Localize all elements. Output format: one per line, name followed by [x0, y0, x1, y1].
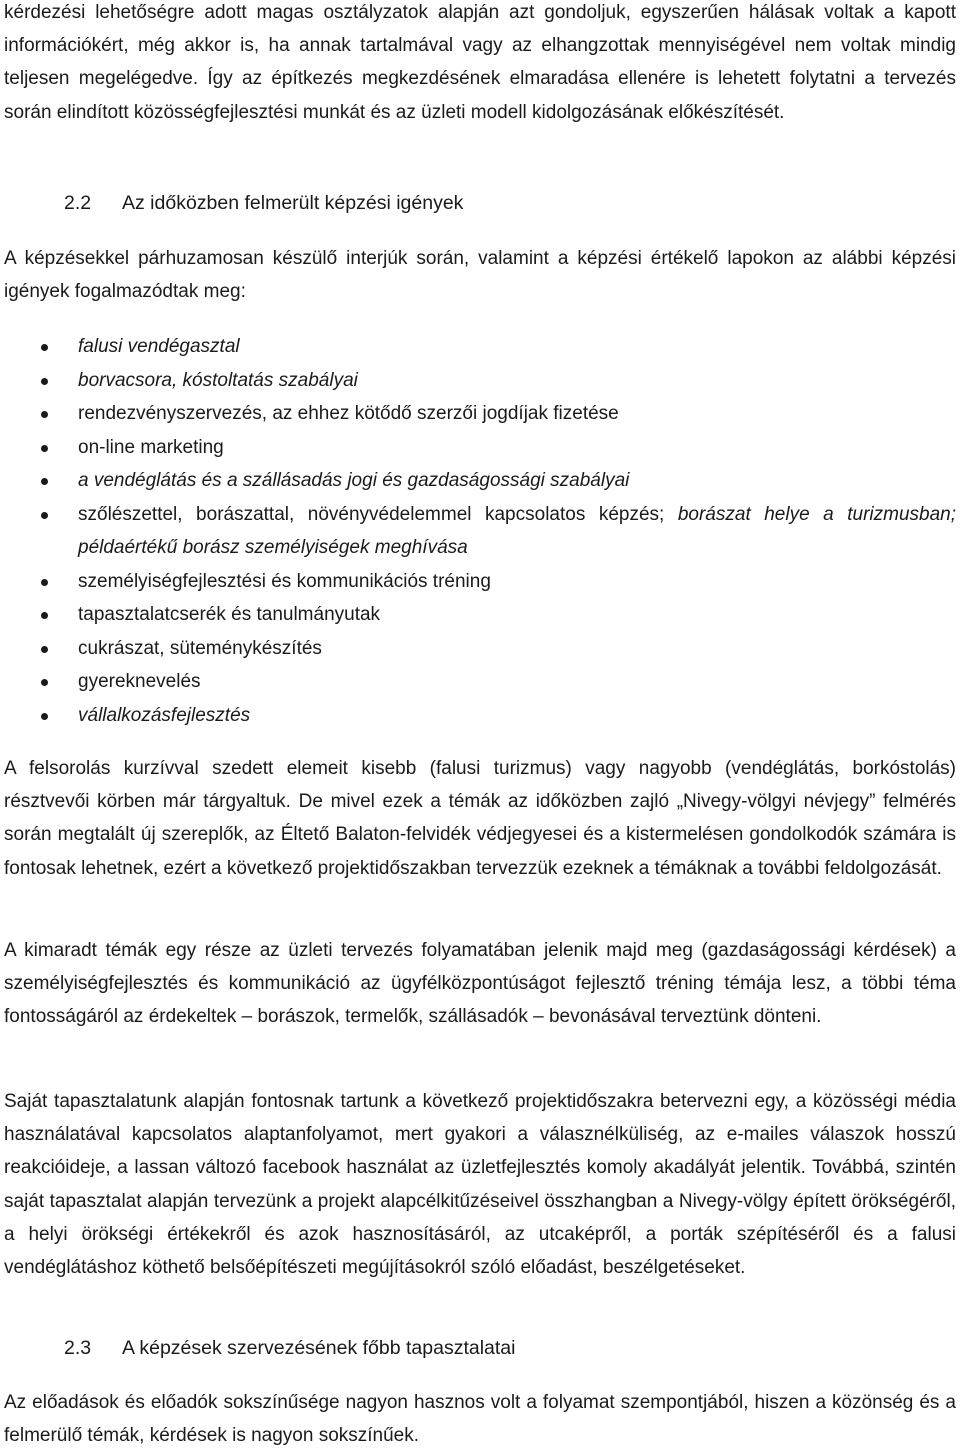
- bullet-icon: [41, 378, 48, 385]
- list-item: falusi vendégasztal: [0, 330, 956, 364]
- bullet-icon: [41, 478, 48, 485]
- bullet-icon: [41, 512, 48, 519]
- bullet-icon: [41, 579, 48, 586]
- section-number: 2.2: [64, 192, 92, 214]
- bullet-icon: [41, 344, 48, 351]
- section-heading-2-3: [64, 1332, 516, 1365]
- bullet-icon: [41, 445, 48, 452]
- bullet-icon: [41, 612, 48, 619]
- list-item: borvacsora, kóstoltatás szabályai: [0, 364, 956, 398]
- bullet-icon: [41, 411, 48, 418]
- list-item: rendezvényszervezés, az ehhez kötődő szerzői jogdíjak fizetése: [0, 397, 956, 431]
- list-item: cukrászat, süteménykészítés: [0, 632, 956, 666]
- bullet-icon: [41, 646, 48, 653]
- list-item: a vendéglátás és a szállásadás jogi és gazdaságossági szabályai: [0, 464, 956, 498]
- list-item: on-line marketing: [0, 431, 956, 465]
- bullet-icon: [41, 679, 48, 686]
- list-item: szőlészettel, borászattal, növényvédelemmel kapcsolatos képzés; borászat helye a turizmusban; példaértékű borász személyiségek meghívása: [0, 498, 956, 565]
- training-needs-intro: A képzésekkel párhuzamosan készülő interjúk során, valamint a képzési értékelő lapokon az alábbi képzési igények fogalmazódtak meg:: [4, 248, 956, 303]
- section-number: 2.3: [64, 1337, 92, 1359]
- list-item: tapasztalatcserék és tanulmányutak: [0, 598, 956, 632]
- section-title: Az időközben felmerült képzési igények: [122, 192, 464, 214]
- training-needs-list: [0, 330, 956, 732]
- lectures-paragraph: Az előadások és előadók sokszínűsége nagyon hasznos volt a folyamat szempontjából, hiszen a közönség és a felmerülő témák, kérdések is nagyon sokszínűek.: [4, 1392, 956, 1447]
- list-commentary-paragraph: A felsorolás kurzívval szedett elemeit kisebb (falusi turizmus) vagy nagyobb (vendéglátás, borkóstolás) résztvevői körben már tárgyaltuk. De mivel ezek a témák az időközben zajló „Nivegy-völgyi névjegy” felmérés során megtalált új szereplők, az Éltető Balaton-felvidék védjegyesei és a kistermelésen gondolkodók számára is fontosak lehetnek, ezért a következő projektidőszakban tervezzük ezeknek a témáknak a további feldolgozását.: [4, 758, 956, 879]
- section-title: A képzések szervezésének főbb tapasztalatai: [122, 1337, 516, 1359]
- intro-paragraph: kérdezési lehetőségre adott magas osztályzatok alapján azt gondoljuk, egyszerűen hálásak voltak a kapott információkért, még akkor is, ha annak tartalmával vagy az elhangzottak mennyiségével nem voltak mindig teljesen megelégedve. Így az építkezés megkezdésének elmaradása ellenére is lehetett folytatni a tervezés során elindított közösségfejlesztési munkát és az üzleti modell kidolgozásának előkészítését.: [4, 2, 956, 123]
- list-item: gyereknevelés: [0, 665, 956, 699]
- bullet-icon: [41, 713, 48, 720]
- section-heading-2-2: [64, 187, 463, 220]
- own-experience-paragraph: Saját tapasztalatunk alapján fontosnak tartunk a következő projektidőszakra betervezni egy, a közösségi média használatával kapcsolatos alaptanfolyamot, mert gyakori a válasznélküliség, az e-mailes válaszok hosszú reakcióideje, a lassan változó facebook használat az üzletfejlesztés komoly akadályát jelentik. Továbbá, szintén saját tapasztalat alapján tervezünk a projekt alapcélkitűzéseivel összhangban a Nivegy-völgy épített örökségéről, a helyi örökségi értékekről és azok hasznosításáról, az utcaképről, a porták szépítéséről és a falusi vendéglátáshoz köthető belsőépítészeti megújításokról szóló előadást, beszélgetéseket.: [4, 1091, 956, 1279]
- omitted-topics-paragraph: A kimaradt témák egy része az üzleti tervezés folyamatában jelenik majd meg (gazdaságossági kérdések) a személyiségfejlesztés és kommunikáció az ügyfélközpontúságot fejlesztő tréning témája lesz, a többi téma fontosságáról az érdekeltek – borászok, termelők, szállásadók – bevonásával terveztünk dönteni.: [4, 940, 956, 1028]
- list-item: vállalkozásfejlesztés: [0, 699, 956, 733]
- list-item: személyiségfejlesztési és kommunikációs tréning: [0, 565, 956, 599]
